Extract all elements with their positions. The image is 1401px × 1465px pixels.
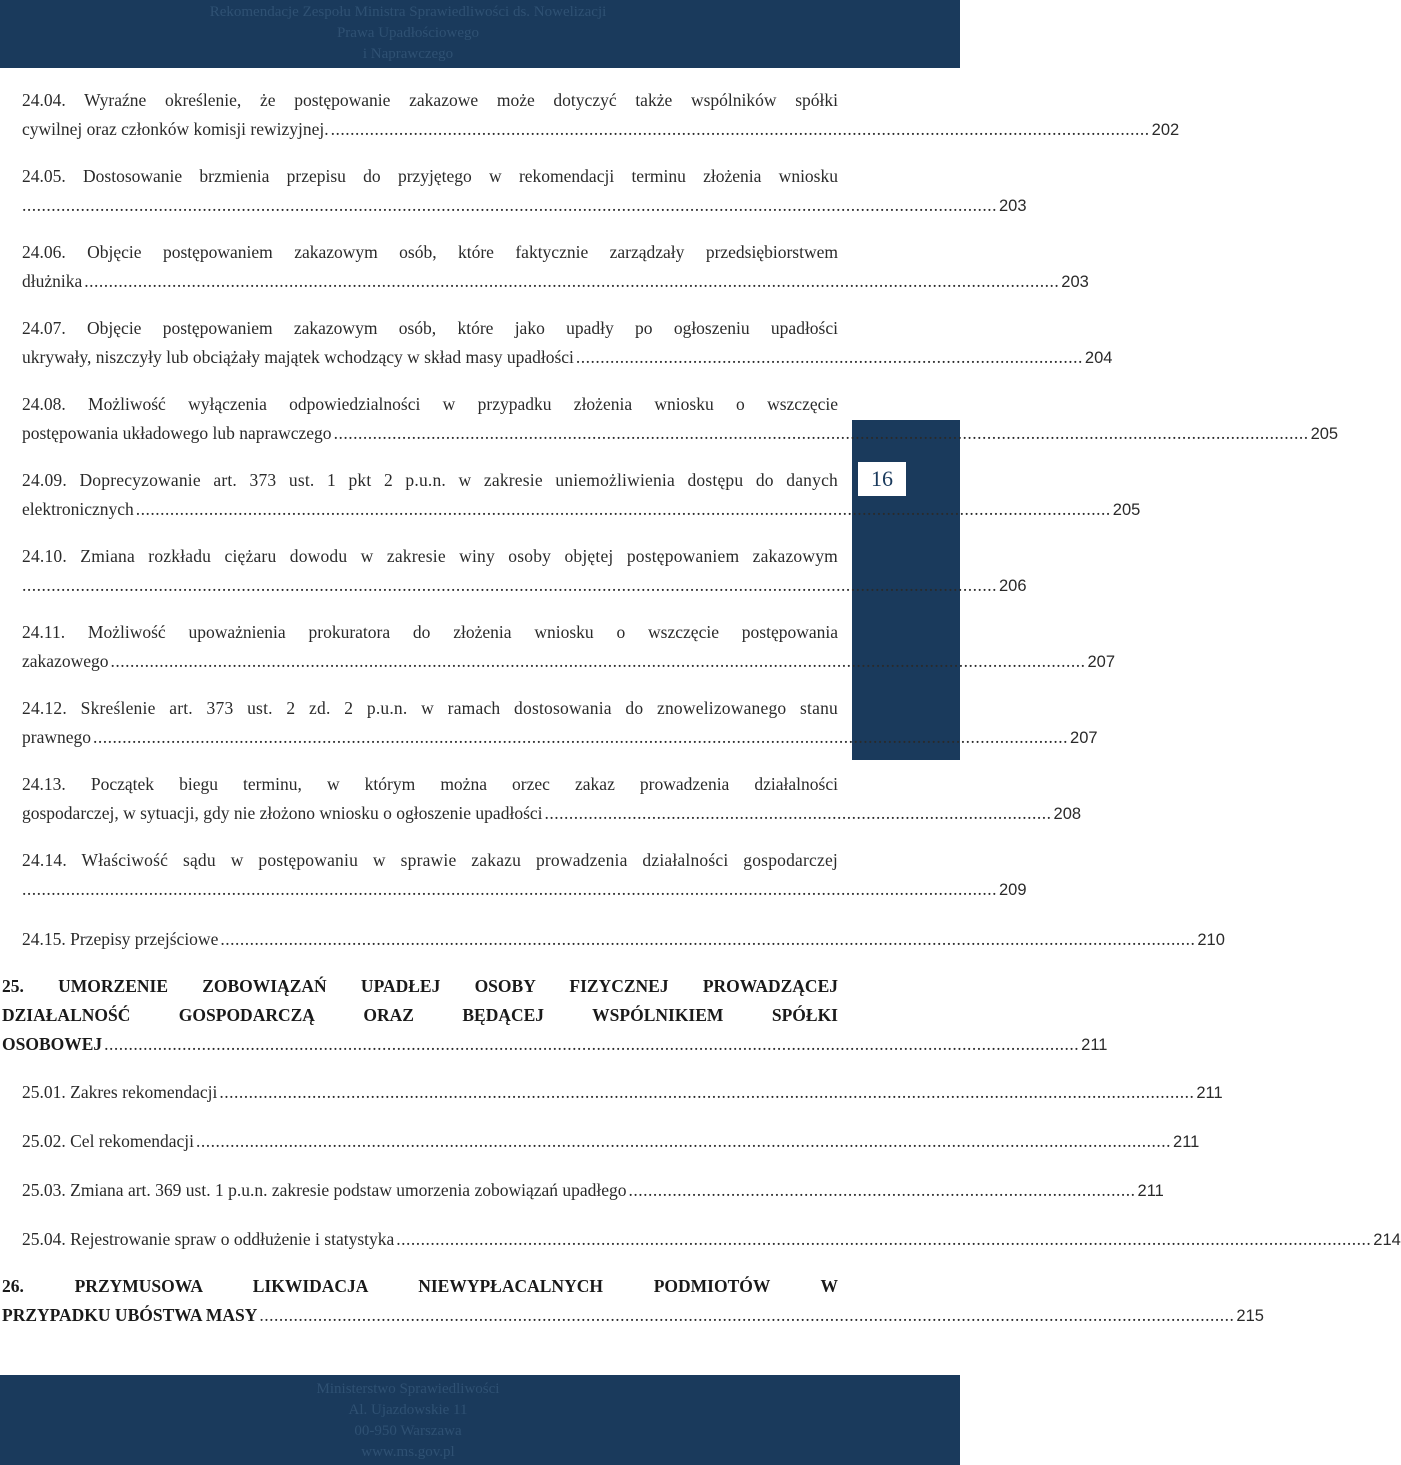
toc-entry-label: elektronicznych: [22, 499, 134, 519]
dot-leader: ........................................................................................................................................................................................................: [93, 727, 1069, 747]
toc-page-number: 205: [1310, 425, 1339, 443]
dot-leader: ........................................................................................................................................................................................................: [396, 1229, 1372, 1249]
toc-entry[interactable]: [22, 390, 1339, 449]
dot-leader: ........................................................................................................: [544, 803, 1052, 823]
dot-leader: ........................................................................................................................................................................................................: [259, 1305, 1235, 1325]
chapter-title-line: 26. PRZYMUSOWA LIKWIDACJA NIEWYPŁACALNYCH PODMIOTÓW W: [2, 1276, 838, 1296]
footer-line-2: Al. Ujazdowskie 11: [348, 1402, 468, 1418]
dot-leader: ........................................................................................................................................................................................................: [22, 879, 997, 899]
toc-entry-label: 24.15. Przepisy przejściowe: [22, 929, 219, 949]
toc-page-number: 207: [1070, 729, 1098, 747]
dot-leader: ........................................................................................................................................................................................................: [104, 1034, 1080, 1054]
toc-entry[interactable]: [22, 770, 1082, 829]
toc-entry[interactable]: [22, 1078, 1223, 1108]
toc-entry-text: 24.10. Zmiana rozkładu ciężaru dowodu w zakresie winy osoby objętej postępowaniem zakazowym: [22, 546, 838, 566]
toc-entry[interactable]: [22, 314, 1113, 373]
dot-leader: ........................................................................................................................................................................................................: [135, 499, 1111, 519]
toc-entry-label: dłużnika: [22, 271, 83, 291]
footer-line-3: 00-950 Warszawa: [354, 1423, 462, 1439]
toc-entry[interactable]: [22, 1176, 1164, 1206]
toc-entry-label: 25.01. Zakres rekomendacji: [22, 1082, 218, 1102]
toc-entry-text: 24.13. Początek biegu terminu, w którym można orzec zakaz prowadzenia działalności: [22, 774, 838, 794]
toc-entry-text: 24.08. Możliwość wyłączenia odpowiedzialności w przypadku złożenia wniosku o wszczęcie: [22, 394, 838, 414]
header-line-3: i Naprawczego: [362, 46, 454, 62]
chapter-title-line: DZIAŁALNOŚĆ GOSPODARCZĄ ORAZ BĘDĄCEJ WSPÓLNIKIEM SPÓŁKI: [2, 1005, 838, 1025]
toc-entry[interactable]: [22, 86, 1180, 145]
toc-page-number: 209: [999, 881, 1027, 899]
dot-leader: ........................................................................................................................................................................................................: [22, 195, 997, 215]
toc-page-number: 208: [1053, 805, 1082, 823]
toc-entry[interactable]: [22, 162, 1027, 221]
toc-entry-text: 24.06. Objęcie postępowaniem zakazowym osób, które faktycznie zarządzały przedsiębiorstwem: [22, 242, 838, 262]
chapter-title-last: PRZYPADKU UBÓSTWA MASY: [2, 1305, 258, 1325]
dot-leader: ........................................................................................................: [628, 1180, 1136, 1200]
toc-entry-text: 24.12. Skreślenie art. 373 ust. 2 zd. 2 p.u.n. w ramach dostosowania do znowelizowanego stanu: [22, 698, 838, 718]
toc-page-number: 210: [1197, 931, 1225, 949]
toc-chapter-heading[interactable]: [2, 972, 1108, 1060]
toc-entry-label: 25.04. Rejestrowanie spraw o oddłużenie i statystyka: [22, 1229, 395, 1249]
toc-entry-label: cywilnej oraz członków komisji rewizyjnej.: [22, 119, 329, 139]
footer-website-link[interactable]: www.ms.gov.pl: [361, 1444, 455, 1460]
page-footer: [0, 1375, 960, 1465]
dot-leader: ........................................................................................................................................................................................................: [219, 1082, 1195, 1102]
toc-page-number: 202: [1151, 121, 1180, 139]
header-line-1: Rekomendacje Zespołu Ministra Sprawiedliwości ds. Nowelizacji: [209, 4, 607, 20]
toc-entry-label: 25.03. Zmiana art. 369 ust. 1 p.u.n. zakresie podstaw umorzenia zobowiązań upadłego: [22, 1180, 627, 1200]
header-line-2: Prawa Upadłościowego: [336, 25, 480, 41]
dot-leader: ........................................................................................................................................................................................................: [196, 1131, 1172, 1151]
dot-leader: ........................................................................................................................................................................................................: [110, 651, 1086, 671]
page-header: [0, 0, 960, 68]
toc-entry-label: ukrywały, niszczyły lub obciążały majątek wchodzący w skład masy upadłości: [22, 347, 574, 367]
toc-page-number: 203: [999, 197, 1027, 215]
dot-leader: ........................................................................................................: [575, 347, 1083, 367]
toc-page-number: 211: [1173, 1133, 1200, 1151]
header-text: [0, 2, 816, 65]
toc-page-number: 215: [1236, 1307, 1264, 1325]
toc-entry-text: 24.09. Doprecyzowanie art. 373 ust. 1 pkt 2 p.u.n. w zakresie uniemożliwienia dostępu do danych: [22, 470, 838, 490]
dot-leader: ........................................................................................................................................................................................................: [84, 271, 1060, 291]
toc-page-number: 205: [1112, 501, 1141, 519]
toc-entry-label: gospodarczej, w sytuacji, gdy nie złożono wniosku o ogłoszenie upadłości: [22, 803, 543, 823]
toc-page-number: 211: [1196, 1084, 1223, 1102]
chapter-title-line: 25. UMORZENIE ZOBOWIĄZAŃ UPADŁEJ OSOBY FIZYCZNEJ PROWADZĄCEJ: [2, 976, 838, 996]
toc-entry-text: 24.14. Właściwość sądu w postępowaniu w sprawie zakazu prowadzenia działalności gospodarczej: [22, 850, 838, 870]
toc-page-number: 211: [1081, 1036, 1108, 1054]
toc-page-number: 204: [1084, 349, 1113, 367]
toc-entry[interactable]: [22, 542, 1027, 601]
toc-entry-label: zakazowego: [22, 651, 109, 671]
toc-entry-label: prawnego: [22, 727, 92, 747]
toc-page-number: 211: [1137, 1182, 1164, 1200]
toc-entry-text: 24.07. Objęcie postępowaniem zakazowym osób, które jako upadły po ogłoszeniu upadłości: [22, 318, 838, 338]
toc-entry[interactable]: [22, 925, 1225, 955]
dot-leader: ........................................................................................................................................................................................................: [333, 423, 1309, 443]
toc-page-number: 203: [1061, 273, 1089, 291]
toc-entry[interactable]: [22, 618, 1116, 677]
chapter-title-last: OSOBOWEJ: [2, 1034, 103, 1054]
toc-entry-text: 24.11. Możliwość upoważnienia prokuratora do złożenia wniosku o wszczęcie postępowania: [22, 622, 838, 642]
toc-page-number: 206: [999, 577, 1027, 595]
toc-entry-label: postępowania układowego lub naprawczego: [22, 423, 332, 443]
toc-entry[interactable]: [22, 694, 1098, 753]
toc-entry-text: 24.05. Dostosowanie brzmienia przepisu do przyjętego w rekomendacji terminu złożenia wniosku: [22, 166, 838, 186]
footer-line-1: Ministerstwo Sprawiedliwości: [316, 1381, 500, 1397]
dot-leader: ........................................................................................................................................................................: [330, 119, 1150, 139]
page-number: 16: [871, 466, 893, 491]
footer-text: [0, 1379, 816, 1463]
toc-entry[interactable]: [22, 1127, 1200, 1157]
toc-entry-label: 25.02. Cel rekomendacji: [22, 1131, 195, 1151]
dot-leader: ........................................................................................................................................................................................................: [22, 575, 997, 595]
toc-chapter-heading[interactable]: [2, 1272, 1264, 1331]
toc-entry[interactable]: [22, 238, 1089, 297]
toc-entry-text: 24.04. Wyraźne określenie, że postępowanie zakazowe może dotyczyć także wspólników spółki: [22, 90, 838, 110]
toc-entry[interactable]: [22, 846, 1027, 905]
toc-page-number: 214: [1373, 1231, 1401, 1249]
toc-entry[interactable]: [22, 1225, 1401, 1255]
toc-page-number: 207: [1087, 653, 1116, 671]
dot-leader: ........................................................................................................................................................................................................: [220, 929, 1196, 949]
